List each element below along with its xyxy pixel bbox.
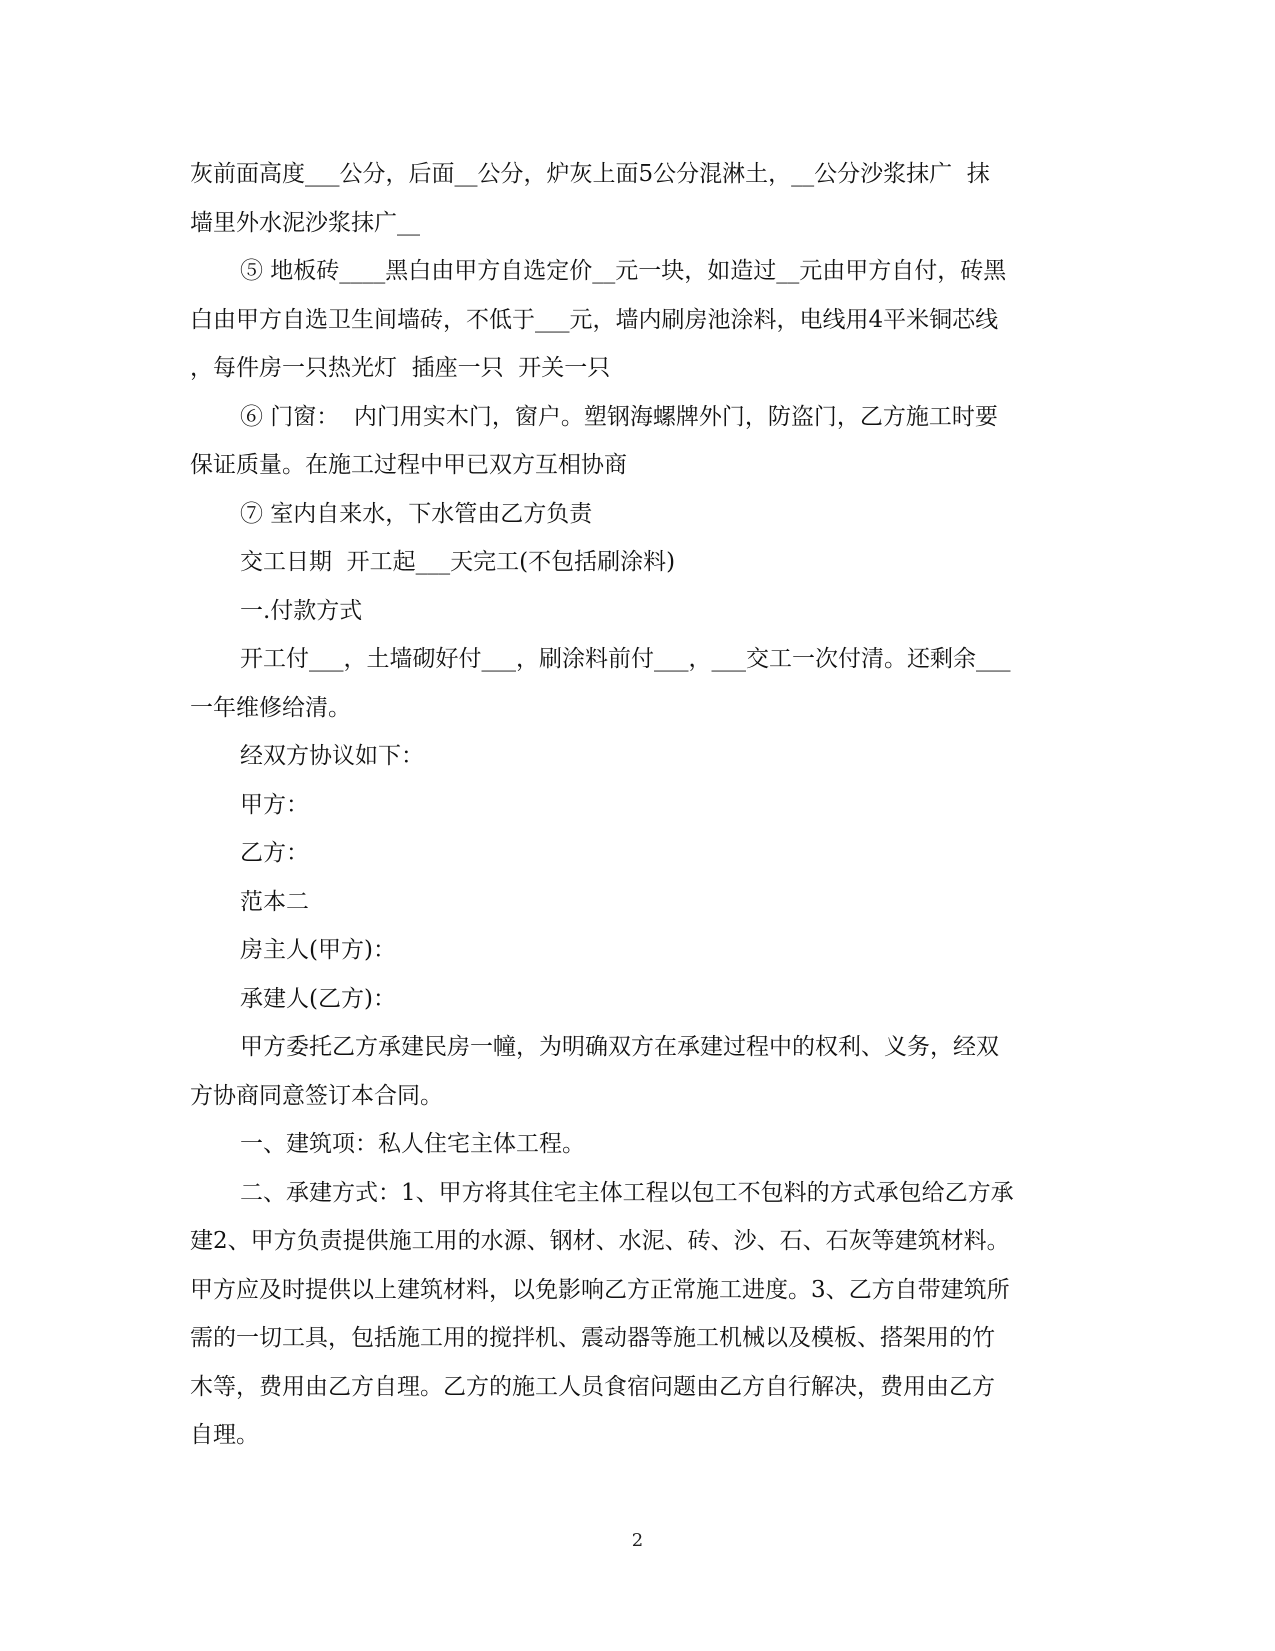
text-line: ⑤ 地板砖____黑白由甲方自选定价__元一块，如造过__元由甲方自付，砖黑	[240, 258, 1007, 284]
text-line: 白由甲方自选卫生间墙砖，不低于___元，墙内刷房池涂料，电线用4平米铜芯线	[190, 306, 999, 333]
text-line: 甲方委托乙方承建民房一幢，为明确双方在承建过程中的权利、义务，经双	[240, 1034, 999, 1060]
text-line: 一年维修给清。	[190, 694, 351, 721]
text-line: ⑥ 门窗： 内门用实木门，窗户。塑钢海螺牌外门，防盗门，乙方施工时要	[240, 403, 998, 430]
text-line: 需的一切工具，包括施工用的搅拌机、震动器等施工机械以及模板、搭架用的竹	[190, 1325, 995, 1351]
text-line: 甲方应及时提供以上建筑材料，以免影响乙方正常施工进度。3、乙方自带建筑所	[190, 1276, 1010, 1303]
page-number: 2	[631, 1530, 644, 1551]
text-line: 交工日期 开工起___天完工(不包括刷涂料)	[240, 549, 676, 575]
text-line: 一.付款方式	[240, 597, 363, 624]
text-line: 二、承建方式：1、甲方将其住宅主体工程以包工不包料的方式承包给乙方承	[240, 1179, 1014, 1206]
text-line: ，每件房一只热光灯 插座一只 开关一只	[190, 355, 611, 381]
text-line: 自理。	[190, 1422, 259, 1448]
document-body	[190, 150, 1080, 1460]
text-line: 甲方：	[240, 791, 309, 818]
text-line: 经双方协议如下：	[240, 743, 424, 769]
text-line: 范本二	[240, 888, 309, 915]
text-line: ⑦ 室内自来水，下水管由乙方负责	[240, 500, 593, 527]
text-line: 建2、甲方负责提供施工用的水源、钢材、水泥、砖、沙、石、石灰等建筑材料。	[190, 1228, 1010, 1254]
text-line: 保证质量。在施工过程中甲已双方互相协商	[190, 452, 627, 478]
text-line: 墙里外水泥沙浆抹广__	[190, 209, 420, 236]
text-line: 木等，费用由乙方自理。乙方的施工人员食宿问题由乙方自行解决，费用由乙方	[190, 1373, 995, 1400]
text-line: 方协商同意签订本合同。	[190, 1082, 443, 1109]
text-line: 一、建筑项：私人住宅主体工程。	[240, 1131, 585, 1157]
text-line: 开工付___，土墙砌好付___，刷涂料前付___，___交工一次付清。还剩余___	[240, 646, 1011, 672]
text-line: 灰前面高度___公分，后面__公分，炉灰上面5公分混淋土，__公分沙浆抹广 抹	[190, 161, 990, 187]
text-line: 房主人(甲方)：	[240, 937, 396, 963]
text-line: 承建人(乙方)：	[240, 985, 396, 1012]
text-line: 乙方：	[240, 840, 309, 866]
